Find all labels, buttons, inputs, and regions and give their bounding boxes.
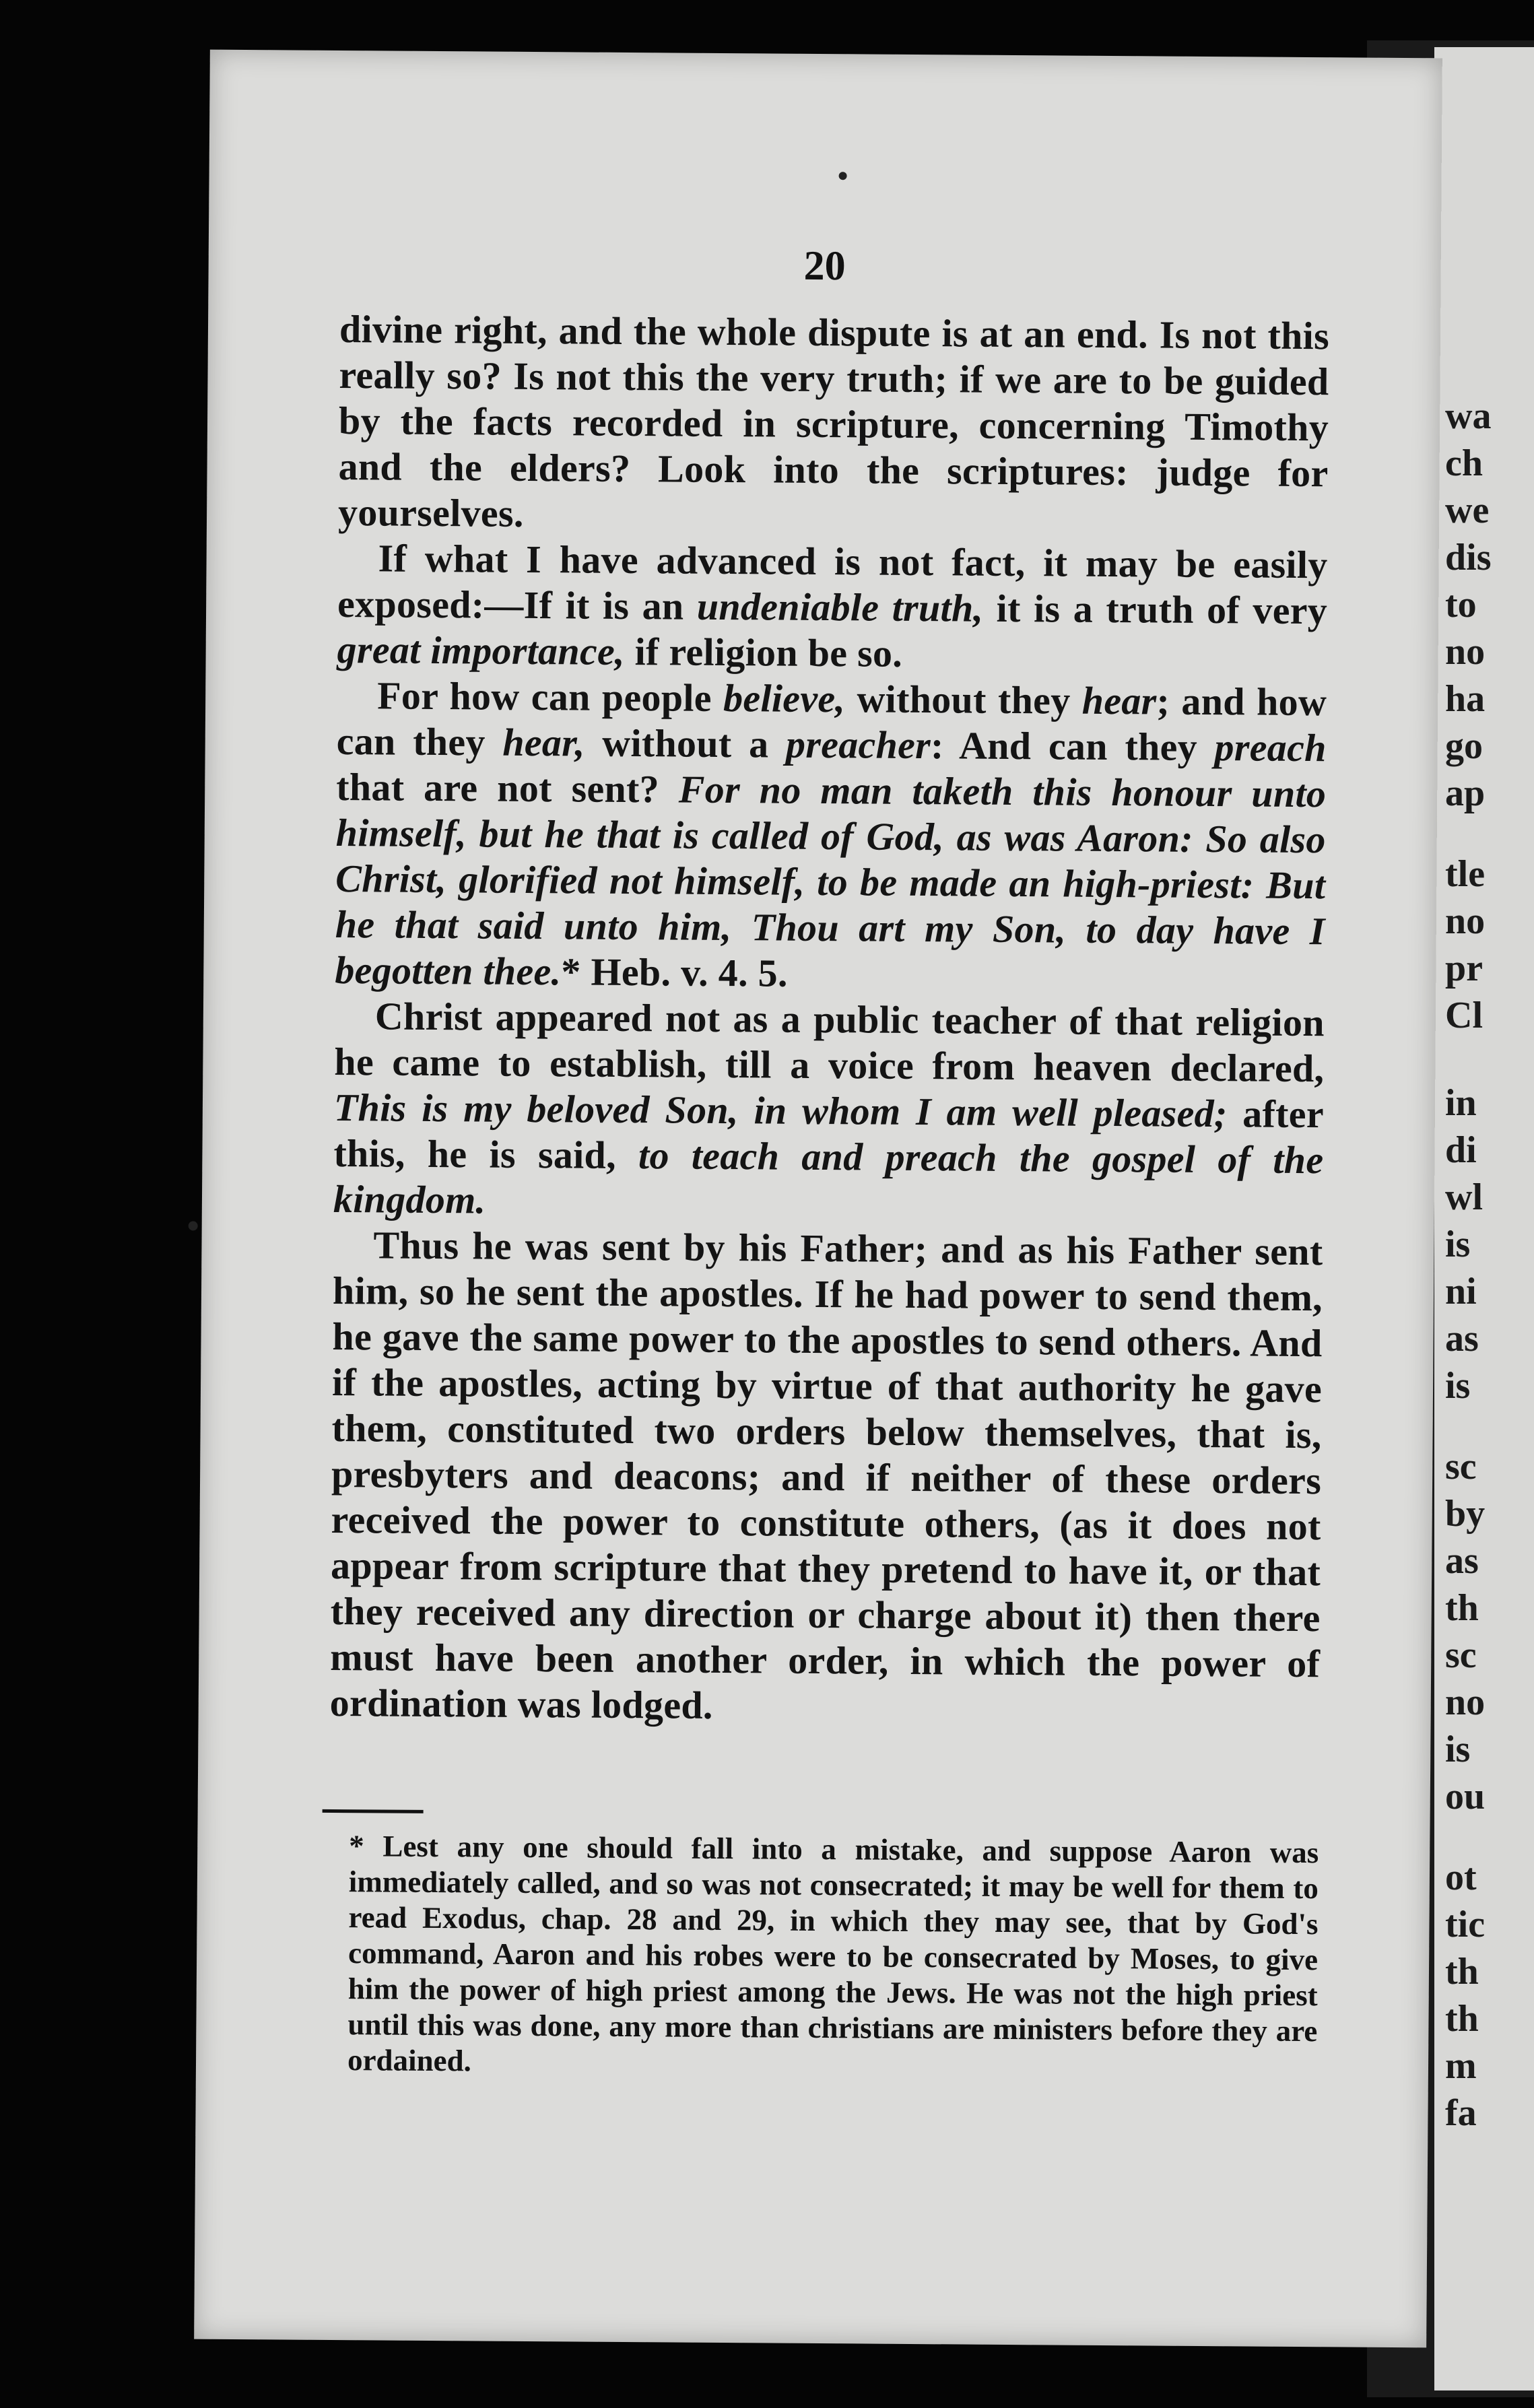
italic-run: For no man taketh this honour unto himself, but he that is called of God, as was Aaron: So also Christ, glorified not himself, to be made an high-priest: But he that said unto him, Thou art my Son, to day have I begotten thee. — [335, 767, 1327, 994]
facing-page-fragment: no — [1445, 631, 1486, 673]
paragraph — [337, 535, 1327, 679]
text-run: : And can they — [930, 723, 1215, 770]
facing-page-fragment: di — [1445, 1129, 1477, 1171]
facing-page-fragment: th — [1445, 1951, 1479, 1993]
footnote-text: * Lest any one should fall into a mistake, and suppose Aaron was immediately called, and so was not consecrated; it may be well for them to read Exodus, chap. 28 and 29, in which they may see, that by God's command, Aaron and his robes were to be consecrated by Moses, to give him the power of high priest among the Jews. He was not the high priest until this was done, any more than christians are ministers before they are ordained. — [347, 1829, 1319, 2078]
text-run: divine right, and the whole dispute is at an end. Is not this really so? Is not this the very truth; if we are to be guided by the facts recorded in scripture, concerning Timothy and the elders? Look into the scriptures: judge for yourselves. — [337, 307, 1330, 535]
facing-page-fragment: ni — [1445, 1271, 1477, 1312]
facing-page-fragment: Cl — [1445, 995, 1483, 1036]
facing-page-fragment: go — [1445, 725, 1483, 767]
facing-page-fragment: th — [1445, 1587, 1479, 1629]
facing-page-fragment: ot — [1445, 1857, 1477, 1898]
facing-page-fragment: fa — [1445, 2092, 1477, 2134]
page-number: 20 — [803, 242, 846, 290]
footnote-rule — [323, 1809, 424, 1813]
italic-run: undeniable truth, — [696, 584, 984, 630]
text-run: without a — [585, 721, 787, 766]
facing-page-fragment: as — [1445, 1540, 1479, 1582]
ink-speck — [839, 172, 847, 180]
facing-page-fragment: tic — [1445, 1904, 1486, 1945]
facing-page-fragment: no — [1445, 900, 1486, 942]
italic-run: hear, — [502, 720, 585, 765]
facing-page-fragment: as — [1445, 1318, 1479, 1360]
facing-page-fragment: tle — [1445, 853, 1486, 895]
italic-run: to teach and preach the gospel of the kingdom. — [333, 1133, 1324, 1222]
text-run: after this, he is said, — [333, 1092, 1325, 1178]
paragraph — [330, 1222, 1323, 1733]
facing-page-fragment: in — [1445, 1082, 1477, 1124]
text-run: without they — [845, 677, 1083, 723]
facing-page-fragment: sc — [1445, 1634, 1477, 1676]
book-page — [194, 50, 1442, 2348]
text-run: For how can people — [376, 673, 724, 720]
italic-run: preach — [1214, 725, 1327, 770]
text-run: Christ appeared not as a public teacher of that religion he came to establish, till a voice from heaven declared, — [334, 994, 1325, 1091]
facing-page-fragment: ou — [1445, 1776, 1486, 1817]
facing-page-fragment: no — [1445, 1681, 1486, 1723]
facing-page-fragment: by — [1445, 1493, 1486, 1535]
facing-page-fragment: is — [1445, 1224, 1471, 1265]
text-run: If what I have advanced is not fact, it may be easily exposed:—If it is an — [337, 536, 1328, 628]
italic-run: This is my beloved Son, in whom I am well pleased; — [333, 1085, 1228, 1136]
facing-page-fragment: th — [1445, 1998, 1479, 2040]
facing-page-fragment: pr — [1445, 947, 1483, 989]
facing-page-fragment: ha — [1445, 678, 1486, 720]
paragraph — [338, 306, 1329, 542]
text-run: it is a truth of very — [983, 586, 1328, 633]
facing-page-edge — [1434, 47, 1534, 2390]
facing-page-fragment: is — [1445, 1729, 1471, 1770]
facing-page-fragment: is — [1445, 1365, 1471, 1407]
italic-run: great importance, — [337, 627, 626, 673]
italic-run: hear — [1081, 678, 1157, 723]
italic-run: preacher — [785, 722, 931, 768]
facing-page-fragment: sc — [1445, 1446, 1477, 1487]
facing-page-fragment: m — [1445, 2045, 1477, 2087]
facing-page-fragment: we — [1445, 490, 1490, 531]
body-text — [330, 306, 1330, 1733]
text-run: Thus he was sent by his Father; and as his Father sent him, so he sent the apostles. If he had power to send them, he gave the same power to the apostles to send others. And if the apostles, acting by virtue of that authority he gave them, constituted two orders below themselves, that is, presbyters and deacons; and if neither of these orders received the power to constitute others, (as it does not appear from scripture that they pretend to have it, or that they received any direction or charge about it) then there must have been another order, in which the power of ordination was lodged. — [329, 1223, 1323, 1727]
facing-page-fragment: dis — [1445, 537, 1492, 578]
paragraph — [335, 673, 1327, 1000]
paragraph — [333, 993, 1325, 1229]
text-run: that are not sent? — [336, 764, 679, 811]
facing-page-fragment: wl — [1445, 1176, 1483, 1218]
text-run: if religion be so. — [624, 629, 903, 675]
facing-page-fragment: to — [1445, 584, 1477, 626]
facing-page-fragment: wa — [1445, 395, 1492, 437]
footnote — [321, 1828, 1319, 2085]
text-run: ; and how can they — [336, 679, 1327, 764]
text-run: * Heb. v. 4. 5. — [561, 949, 789, 995]
italic-run: believe, — [723, 675, 846, 721]
facing-page-fragment: ap — [1445, 772, 1486, 814]
ink-speck — [189, 1221, 198, 1230]
facing-page-fragment: ch — [1445, 442, 1483, 484]
